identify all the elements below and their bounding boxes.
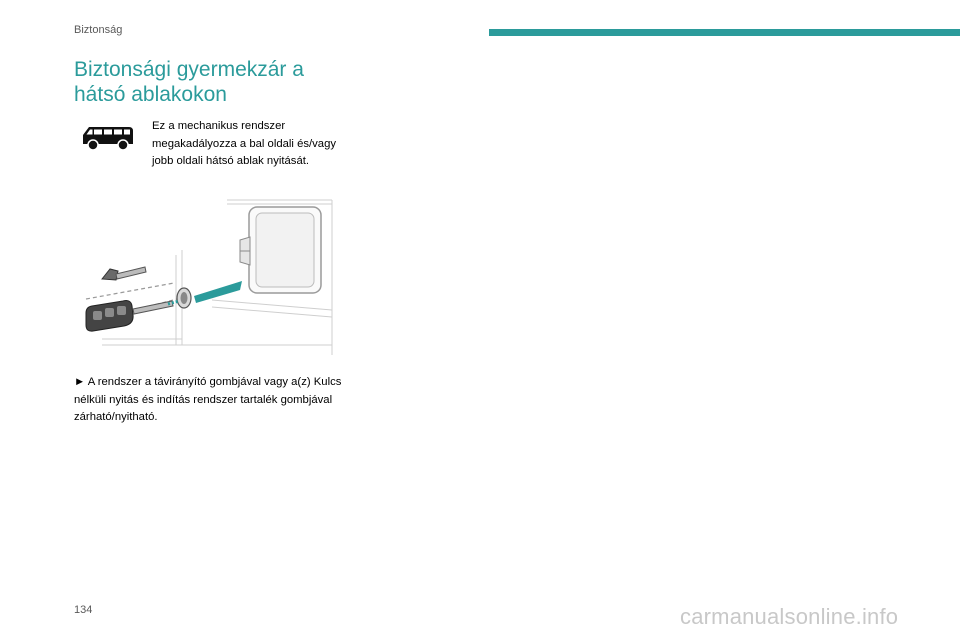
key-icon: [102, 267, 146, 280]
page-title: Biztonsági gyermekzár a hátsó ablakokon: [74, 58, 304, 106]
remote-key-icon: [86, 301, 173, 332]
header-accent-bar: [489, 29, 960, 36]
watermark: carmanualsonline.info: [680, 604, 899, 629]
instruction-text: [74, 374, 356, 427]
window-icon: [240, 207, 321, 293]
lock-icon: [177, 288, 191, 308]
van-icon: [80, 123, 136, 151]
instruction-body: A rendszer a távirányító gombjával vagy a(z) Kulcs nélküli nyitás és indítás rendszer tartalék gombjával zárható/nyitható.: [74, 376, 342, 423]
bullet-arrow: ►: [74, 376, 86, 388]
child-lock-illustration: [82, 195, 340, 363]
section-label: Biztonság: [74, 24, 123, 36]
page-number: 134: [74, 604, 93, 616]
intro-text: Ez a mechanikus rendszer megakadályozza a bal oldali és/vagy jobb oldali hátsó ablak nyitását.: [152, 120, 336, 167]
